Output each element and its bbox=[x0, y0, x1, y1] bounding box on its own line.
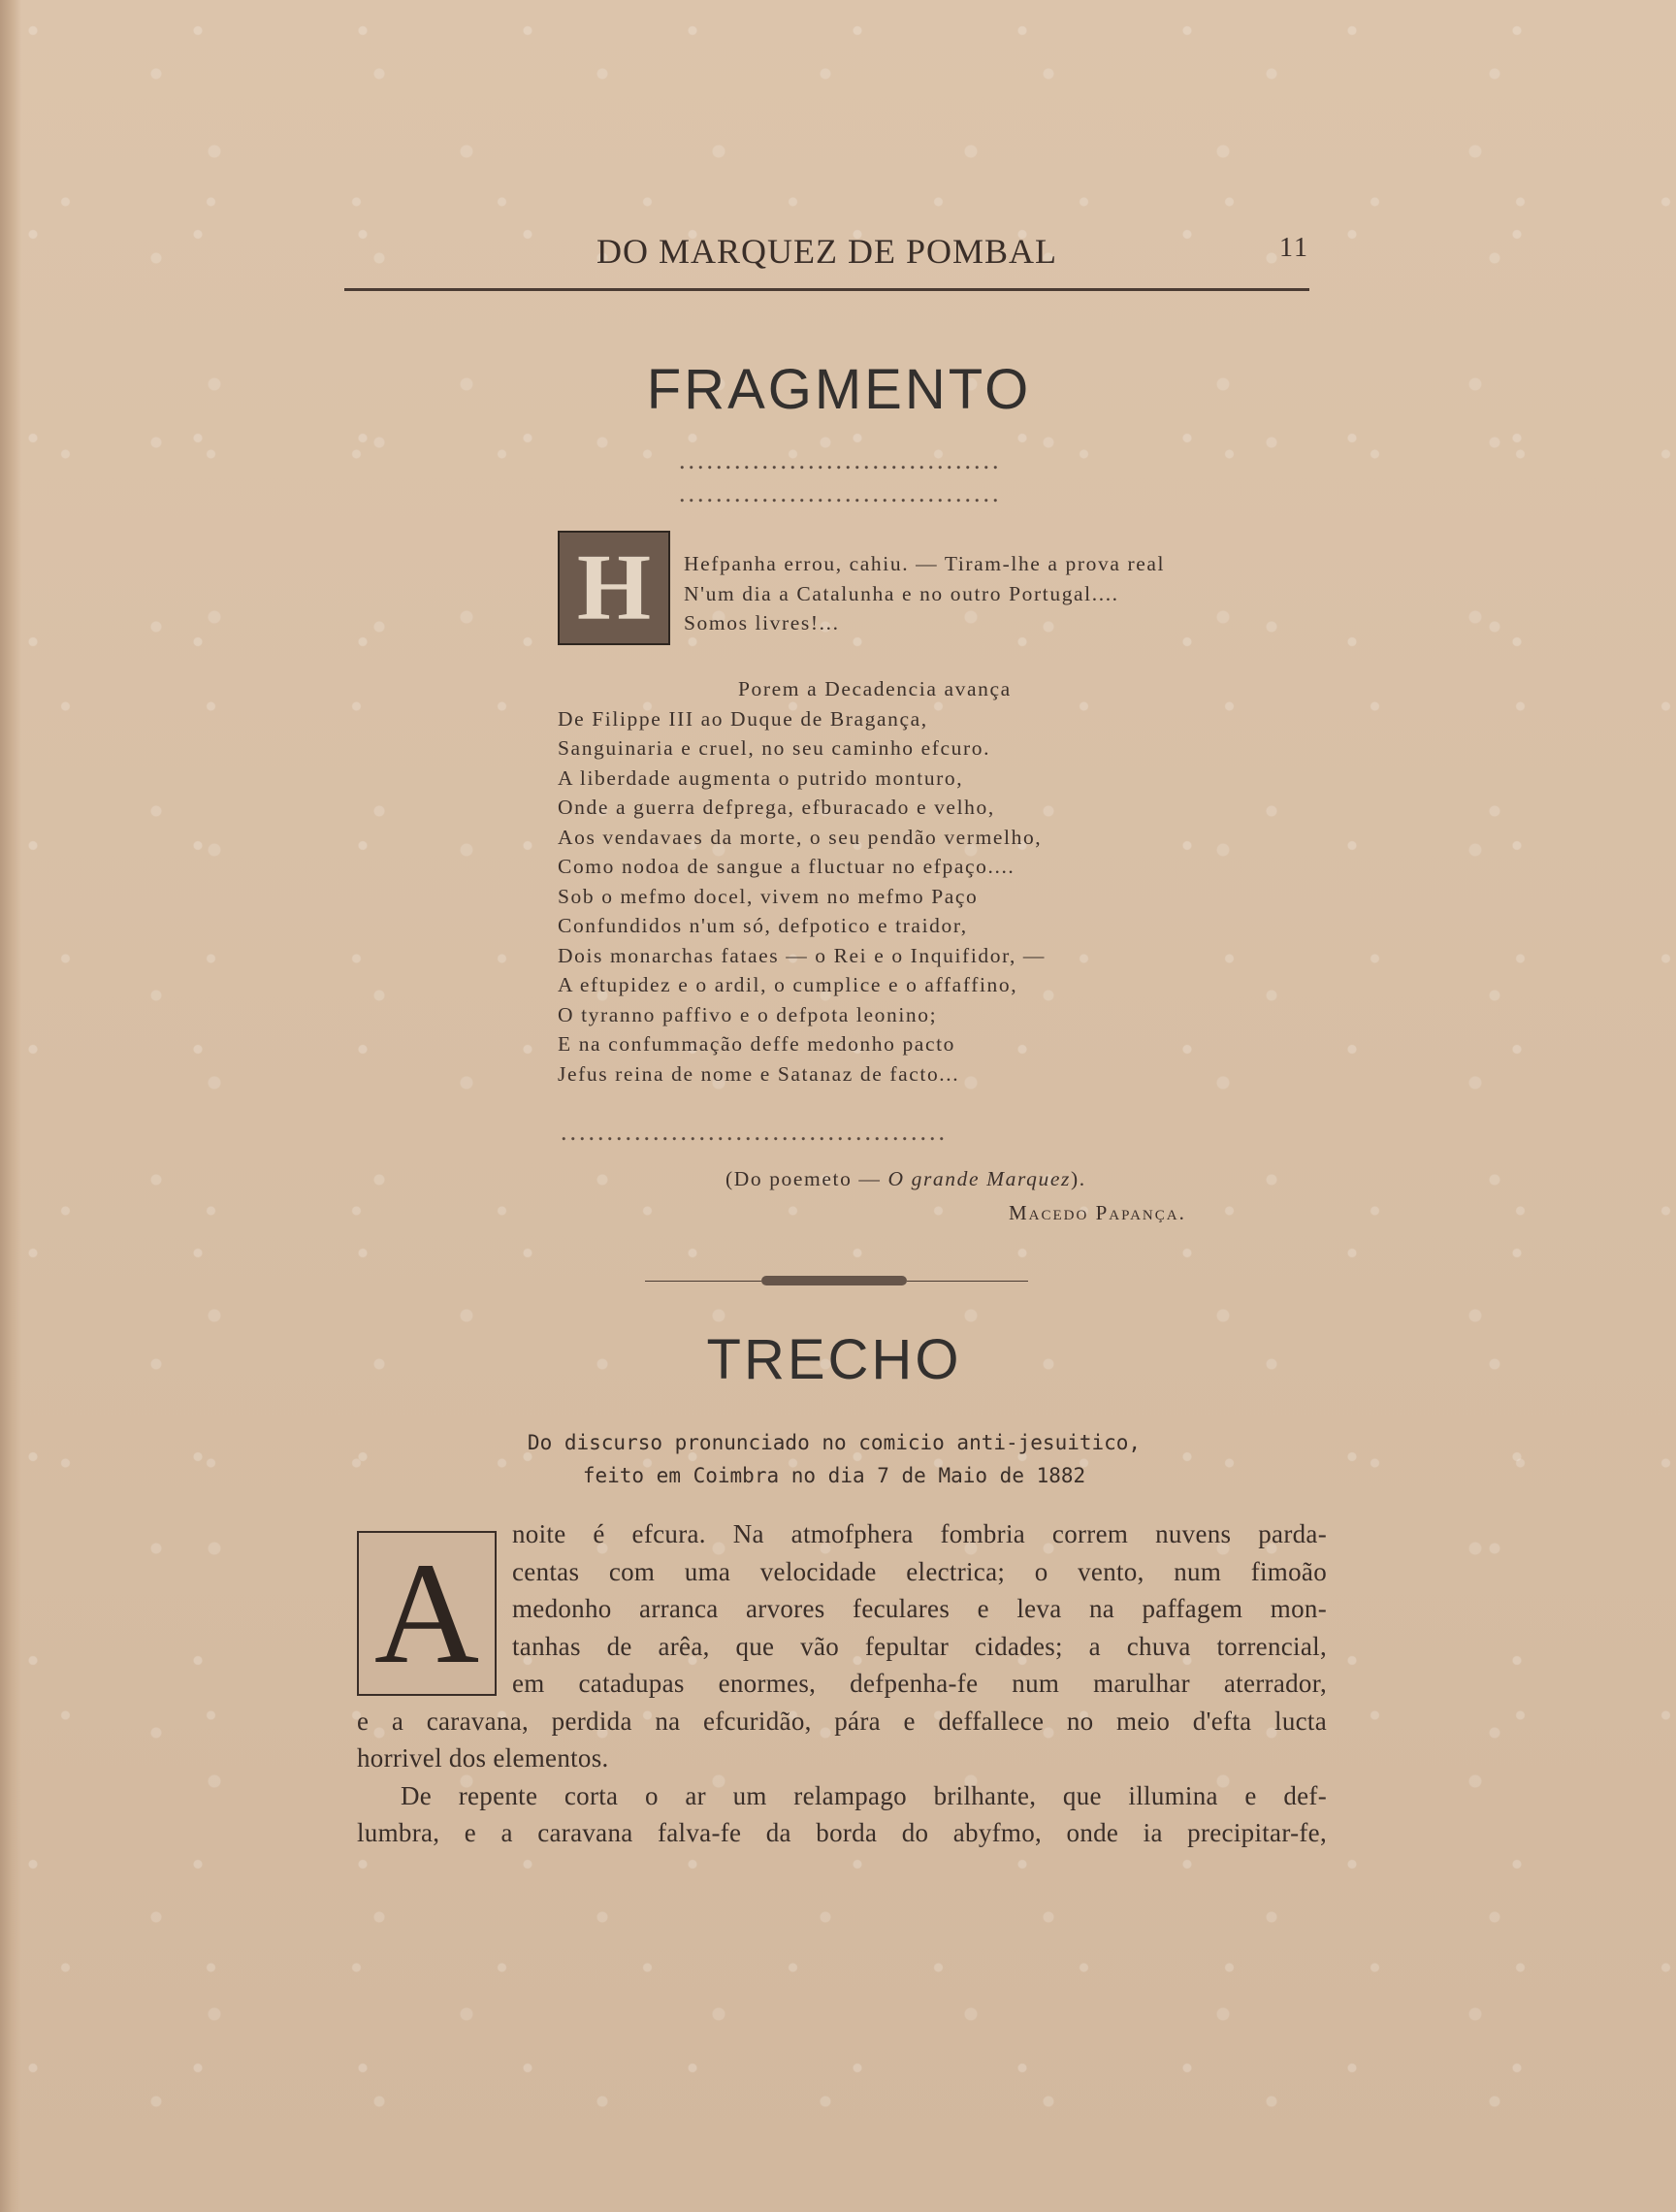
prose-line: centas com uma velocidade electrica; o vento, num fimoão bbox=[512, 1556, 1327, 1586]
fragmento-heading: FRAGMENTO bbox=[646, 358, 1032, 421]
ellipsis-line: ................................... bbox=[679, 446, 1002, 474]
poem-line: Dois monarchas fataes — o Rei e o Inquifidor, — bbox=[558, 943, 1047, 967]
poem-line: Porem a Decadencia avança bbox=[738, 677, 1012, 700]
poem-line: De Filippe III ao Duque de Bragança, bbox=[558, 706, 928, 731]
poem-line: O tyranno paffivo e o defpota leonino; bbox=[558, 1002, 938, 1026]
subtitle-line: Do discurso pronunciado no comicio anti-jesuitico, bbox=[527, 1431, 1142, 1454]
poem-line: Somos livres!... bbox=[684, 611, 840, 634]
divider-line-left bbox=[645, 1281, 761, 1282]
dropcap-letter: H bbox=[576, 536, 652, 640]
ellipsis-line: .......................................... bbox=[561, 1118, 948, 1146]
poem-line: A eftupidez e o ardil, o cumplice e o affaffino, bbox=[558, 973, 1018, 996]
prose-line: horrivel dos elementos. bbox=[357, 1743, 609, 1773]
poem-body bbox=[558, 674, 1046, 1089]
poem-line: Hefpanha errou, cahiu. — Tiram-lhe a prova real bbox=[684, 552, 1166, 575]
poem-line: Jefus reina de nome e Satanaz de facto... bbox=[558, 1061, 960, 1086]
dropcap-letter: A bbox=[373, 1533, 480, 1694]
decorative-initial-h bbox=[558, 531, 670, 645]
running-header bbox=[344, 231, 1309, 277]
ellipsis-line: ................................... bbox=[679, 479, 1002, 507]
prose-line: e a caravana, perdida na efcuridão, pára e deffallece no meio d'efta lucta bbox=[357, 1706, 1327, 1736]
trecho-subtitle bbox=[407, 1426, 1261, 1492]
prose-line: noite é efcura. Na atmofphera fombria correm nuvens parda- bbox=[512, 1519, 1327, 1548]
poem-line: N'um dia a Catalunha e no outro Portugal.... bbox=[684, 581, 1119, 605]
poem-line: Confundidos n'um só, defpotico e traidor, bbox=[558, 914, 968, 937]
source-title: O grande Marquez bbox=[887, 1167, 1071, 1190]
subtitle-line: feito em Coimbra no dia 7 de Maio de 1882 bbox=[582, 1464, 1086, 1487]
poem-line: Sob o mefmo docel, vivem no mefmo Paço bbox=[558, 884, 979, 908]
section-divider-ornament bbox=[645, 1279, 1028, 1285]
source-suffix: ). bbox=[1070, 1167, 1086, 1190]
prose-line: em catadupas enormes, defpenha-fe num marulhar aterrador, bbox=[512, 1669, 1327, 1698]
poem-opening-lines bbox=[684, 549, 1165, 638]
page-spine-edge bbox=[0, 0, 21, 2212]
divider-line-right bbox=[907, 1281, 1028, 1282]
header-rule bbox=[344, 288, 1309, 291]
poem-line: Aos vendavaes da morte, o seu pendão vermelho, bbox=[558, 825, 1043, 849]
divider-flourish bbox=[761, 1276, 907, 1285]
prose-line: medonho arranca arvores feculares e leva na paffagem mon- bbox=[512, 1594, 1327, 1623]
poem-line: Sanguinaria e cruel, no seu caminho efcuro. bbox=[558, 736, 991, 760]
page-number: 11 bbox=[1279, 233, 1309, 263]
source-prefix: (Do poemeto — bbox=[725, 1167, 888, 1190]
poem-author: Macedo Papança. bbox=[1009, 1201, 1186, 1224]
prose-line: tanhas de arêa, que vão fepultar cidades; a chuva torrencial, bbox=[512, 1631, 1327, 1661]
poem-line: A liberdade augmenta o putrido monturo, bbox=[558, 765, 964, 790]
prose-line: lumbra, e a caravana falva-fe da borda do abyfmo, onde ia precipitar-fe, bbox=[357, 1818, 1327, 1847]
poem-line: Como nodoa de sangue a fluctuar no efpaço.... bbox=[558, 855, 1015, 878]
poem-line: E na confummação deffe medonho pacto bbox=[558, 1032, 956, 1056]
running-title: DO MARQUEZ DE POMBAL bbox=[596, 232, 1057, 271]
prose-line: De repente corta o ar um relampago brilhante, que illumina e def- bbox=[401, 1780, 1327, 1810]
poem-line: Onde a guerra defprega, efburacado e velho, bbox=[558, 796, 995, 819]
trecho-body bbox=[357, 1515, 1327, 1852]
trecho-heading: TRECHO bbox=[706, 1328, 962, 1391]
poem-source bbox=[725, 1164, 1086, 1194]
